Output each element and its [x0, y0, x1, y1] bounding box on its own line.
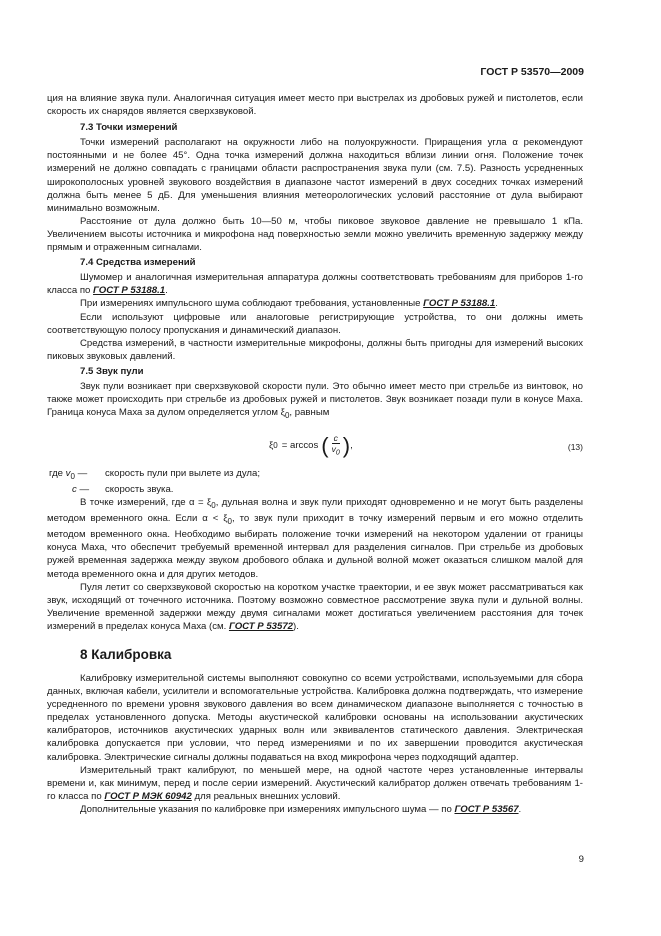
formula-number: (13) — [567, 442, 583, 453]
formula-arccos: = arccos — [281, 439, 319, 451]
standard-header: ГОСТ Р 53570—2009 — [480, 66, 584, 78]
formula-13: ξ 0 = arccos ( $\frac{c}{v_0}$ ) , (13) — [269, 432, 583, 458]
section-7-4-paragraph-4: Средства измерений, в частности измерительные микрофоны, должны быть пригодны для измерений высоких пиковых звуковых давлений. — [47, 337, 583, 362]
formula-lhs: ξ — [269, 439, 274, 451]
section-7-3-title: 7.3 Точки измерений — [80, 122, 178, 134]
definition-v0: где $v_0$ — скорость пули при вылете из дула; — [49, 468, 261, 482]
page-number: 9 — [578, 854, 584, 865]
section-8-paragraph-2: Измерительный тракт калибруют, по меньшей мере, на одной частоте через установленные интервалы времени и, как минимум, перед и после серии измерений. Акустический калибратор должен отвечать требованиям 1-го класса по ГОСТ Р МЭК 60942 для реальных внешних условий. — [47, 764, 583, 802]
gost-iec-60942-link[interactable]: ГОСТ Р МЭК 60942 — [104, 790, 192, 802]
section-7-3-paragraph-1: Точки измерений располагают на окружности либо на полуокружности. Приращения угла α рекомендуют постоянными и не более 45°. Одна точка измерений должна находиться вблизи линии огня. Положение точек измерений не должно совпадать с границами области распространения звука пули (см. 7.5). Разность усредненных широкополосных уровней звукового воздействия в диапазоне частот измерений в двух соседних точках измерений должна быть менее 5 дБ. Для уменьшения влияния метеорологических условий расстояние от дула выбирают минимально возможным. — [47, 137, 583, 214]
gost-53572-link[interactable]: ГОСТ Р 53572 — [228, 620, 294, 632]
section-8-title: 8 Калибровка — [80, 647, 172, 662]
gost-53188-link[interactable]: ГОСТ Р 53188.1 — [93, 285, 166, 297]
section-7-4-paragraph-1: Шумомер и аналогичная измерительная аппаратура должны соответствовать требованиям для приборов 1-го класса по ГОСТ Р 53188.1. — [47, 272, 583, 297]
definition-c: c — скорость звука. — [72, 484, 174, 496]
intro-paragraph: ция на влияние звука пули. Аналогичная ситуация имеет место при выстрелах из дробовых ружей и пистолетов, если скорость их снарядов является сверхзвуковой. — [47, 93, 583, 118]
section-7-4-paragraph-2: При измерениях импульсного шума соблюдают требования, установленные ГОСТ Р 53188.1. — [80, 298, 498, 310]
section-7-5-paragraph-1: Звук пули возникает при сверхзвуковой скорости пули. Это обычно имеет место при стрельбе из винтовок, но также может происходить при стрельбе из дробовых ружей и пистолетов. Звук возникает позади пули в конусе Маха. Граница конуса Маха за дулом определяется углом $\xi_0$, равным — [47, 380, 583, 421]
formula-definitions — [49, 467, 583, 496]
formula-fraction: $\frac{c}{v_0}$ — [331, 433, 340, 457]
gost-53567-link[interactable]: ГОСТ Р 53567 — [454, 803, 519, 815]
section-8-paragraph-1: Калибровку измерительной системы выполняют совокупно со всеми устройствами, используемыми для сбора данных, включая кабели, усилители и вспомогательные устройства. Калибровка должна подтверждать, что измерение усредненного по времени уровня звукового давления во всем динамическом диапазоне выполняется с точностью в пределах установленного допуска. Методы акустической калибровки основаны на использовании акустических калибраторов, источников акустических ударных волн или эквивалентов статического давления. Электрическая калибровка допускается при условии, что перед измерениями и по их завершении проводится акустическая калибровка. Электрические сигналы должны подаваться на вход микрофона через подходящий адаптер. — [47, 673, 583, 763]
section-7-4-title: 7.4 Средства измерений — [80, 257, 196, 269]
section-7-3-paragraph-2: Расстояние от дула должно быть 10—50 м, чтобы пиковое звуковое давление не превышало 1 кПа. Увеличением высоты источника и микрофона над поверхностью земли можно увеличить временную задержку между прямым и отраженным сигналами. — [47, 215, 583, 254]
page-content — [47, 92, 583, 816]
section-7-5-paragraph-2: В точке измерений, где $\alpha = \xi_0$, дульная волна и звук пули приходят одновременно и не могут быть разделены методом временного окна. Если $\alpha < \xi_0$, то звук пули приходит в точку измерений первым и его можно отделить методом временного окна. Необходимо выбирать положение точки измерений на некотором удалении от границы конуса Маха, что обеспечит требуемый временной интервал для разделения сигналов. При стрельбе из дробовых ружей временная задержка между звуком дробового облака и дульной волной может оказаться слишком малой для метода временного окна и для других методов. — [47, 497, 584, 580]
gost-53188-link-2[interactable]: ГОСТ Р 53188.1 — [423, 298, 496, 310]
section-8-paragraph-3: Дополнительные указания по калибровке при измерениях импульсного шума — по ГОСТ Р 53567. — [80, 803, 522, 815]
section-7-5-title: 7.5 Звук пули — [80, 365, 144, 377]
alpha-symbol: α — [512, 137, 518, 149]
section-7-5-paragraph-3: Пуля летит со сверхзвуковой скоростью на коротком участке траектории, и ее звук может рассматриваться как звук, исходящий от точечного источника. Поэтому возможно совместное рассмотрение звука пули и дульной волны. Увеличение временной задержки между двумя сигналами может достигаться увеличением расстояния для точек измерений в пределах конуса Маха (см. ГОСТ Р 53572). — [47, 581, 583, 632]
section-7-4-paragraph-3: Если используют цифровые или аналоговые регистрирующие устройства, то они должны иметь соответствующую полосу пропускания и динамический диапазон. — [47, 311, 583, 336]
